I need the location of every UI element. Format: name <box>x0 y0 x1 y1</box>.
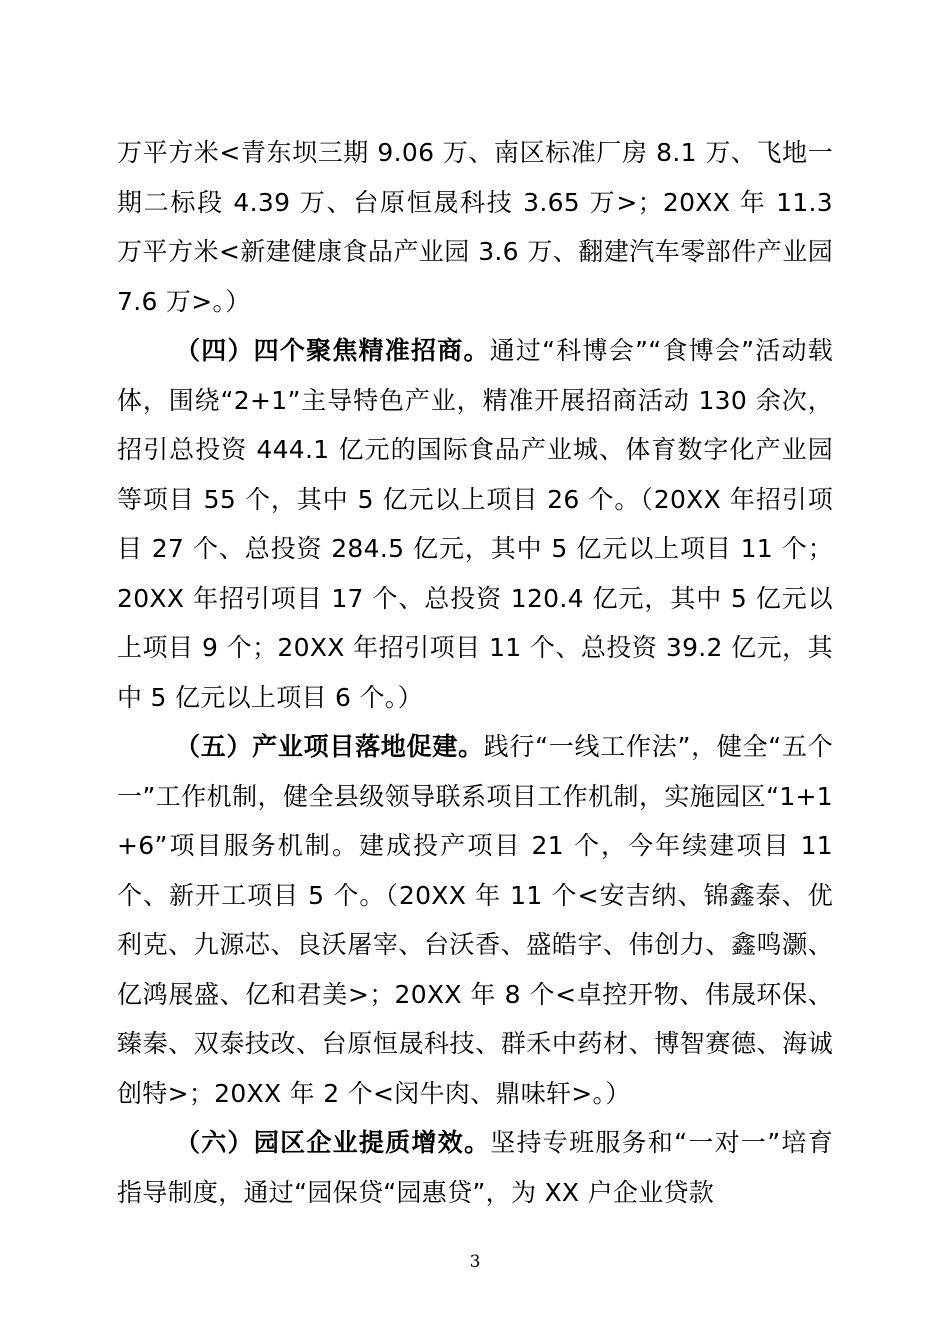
page-number: 3 <box>469 1252 481 1272</box>
document-body <box>117 128 833 1217</box>
paragraph-text: 坚持专班服务和“一对一”培育指导制度，通过“园保贷“园惠贷”，为 XX 户企业贷款 <box>117 1128 833 1207</box>
section-heading: （六）园区企业提质增效。 <box>175 1128 491 1157</box>
paragraph-text: 通过“科博会”“食博会”活动载体，围绕“2+1”主导特色产业，精准开展招商活动 130 余次，招引总投资 444.1 亿元的国际食品产业城、体育数字化产业园等项目 55 个，其中 5 亿元以上项目 26 个。（20XX 年招引项目 27 个、总投资 284.5 亿元，其中 5 亿元以上项目 11 个；20XX 年招引项目 17 个、总投资 120.4 亿元，其中 5 亿元以上项目 9 个；20XX 年招引项目 11 个、总投资 39.2 亿元，其中 5 亿元以上项目 6 个。） <box>117 336 833 712</box>
paragraph-enterprise-efficiency <box>117 1118 833 1217</box>
paragraph-project-construction <box>117 722 833 1118</box>
paragraph-text: 万平方米<青东坝三期 9.06 万、南区标准厂房 8.1 万、飞地一期二标段 4.39 万、台原恒晟科技 3.65 万>；20XX 年 11.3 万平方米<新建健康食品产业园 3.6 万、翻建汽车零部件产业园 7.6 万>。） <box>117 138 833 316</box>
section-heading: （五）产业项目落地促建。 <box>175 732 484 761</box>
paragraph-continuation <box>117 128 833 326</box>
section-heading: （四）四个聚焦精准招商。 <box>175 336 490 365</box>
paragraph-text: 践行“一线工作法”，健全“五个一”工作机制，健全县级领导联系项目工作机制，实施园区“1+1+6”项目服务机制。建成投产项目 21 个，今年续建项目 11 个、新开工项目 5 个。（20XX 年 11 个<安吉纳、锦鑫泰、优利克、九源芯、良沃屠宰、台沃香、盛皓宇、伟创力、鑫鸣灏、亿鸿展盛、亿和君美>；20XX 年 8 个<卓控开物、伟晟环保、臻秦、双泰技改、台原恒晟科技、群禾中药材、博智赛德、海诚创特>；20XX 年 2 个<闵牛肉、鼎味轩>。） <box>117 732 833 1108</box>
paragraph-investment-attraction <box>117 326 833 722</box>
